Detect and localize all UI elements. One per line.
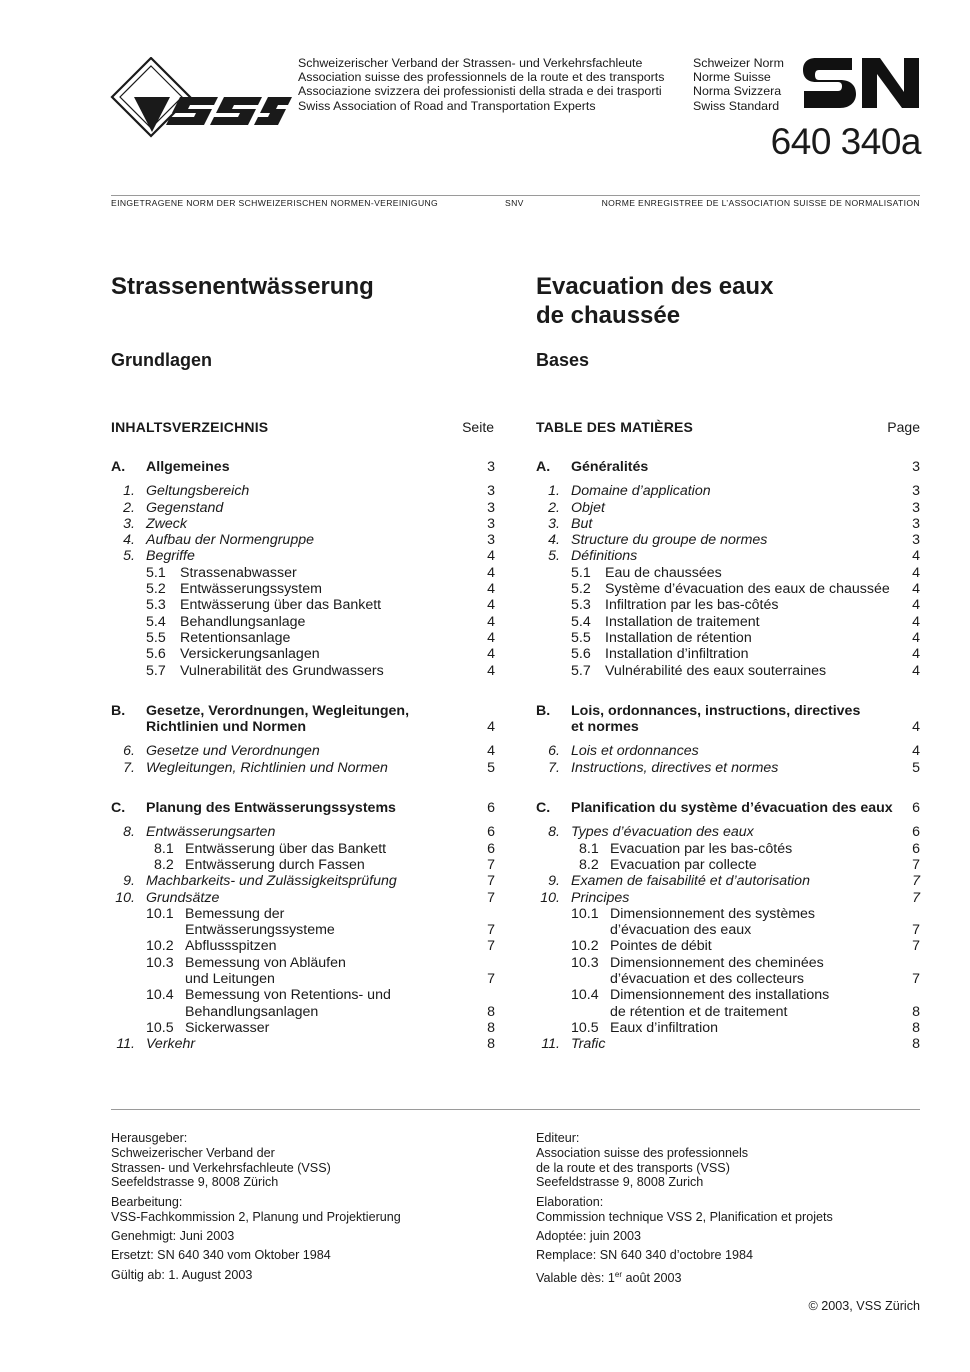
- toc-page-heading-de: Seite: [462, 419, 494, 435]
- toc-subentry[interactable]: 5.7 Vulnerabilität des Grundwassers 4: [146, 662, 495, 679]
- publisher-line: Seefeldstrasse 9, 8008 Zürich: [111, 1175, 279, 1190]
- toc-entry[interactable]: 2. Gegenstand 3: [123, 499, 495, 516]
- title-fr-line2: de chaussée: [536, 302, 681, 329]
- toc-entry[interactable]: 9. Examen de faisabilité et d’autorisation 7: [548, 873, 920, 890]
- toc-subentry[interactable]: 10.2 Abflussspitzen 7: [146, 938, 495, 955]
- toc-entry[interactable]: 8. Types d’évacuation des eaux 6: [548, 824, 920, 841]
- publisher-line: Association suisse des professionnels: [536, 1145, 749, 1160]
- toc-subentry[interactable]: 10.4 Bemessung von Retentions- und Behandlungsanlagen 8: [146, 987, 495, 1020]
- editing-label: Elaboration:: [536, 1194, 604, 1209]
- association-name-it: Associazione svizzera dei professionisti della strada e dei trasporti: [298, 84, 662, 99]
- valid-date: Gültig ab: 1. August 2003: [111, 1267, 253, 1282]
- toc-entry[interactable]: B. Gesetze, Verordnungen, Wegleitungen, Richtlinien und Normen 4: [111, 702, 495, 736]
- toc-subentry[interactable]: 5.6 Installation d’infiltration 4: [571, 646, 920, 663]
- toc-entry[interactable]: 3. But 3: [548, 515, 920, 532]
- editing-label: Bearbeitung:: [111, 1194, 183, 1209]
- toc-entry[interactable]: 5. Définitions 4: [548, 548, 920, 565]
- publisher-line: Schweizerischer Verband der: [111, 1145, 275, 1160]
- registration-snv: SNV: [505, 198, 524, 208]
- toc-entry[interactable]: 2. Objet 3: [548, 499, 920, 516]
- association-name-fr: Association suisse des professionnels de la route et des transports: [298, 70, 665, 85]
- editing-line: VSS-Fachkommission 2, Planung und Projektierung: [111, 1209, 401, 1224]
- toc-entry[interactable]: 8. Entwässerungsarten 6: [123, 824, 495, 841]
- toc-subentry[interactable]: 5.4 Behandlungsanlage 4: [146, 613, 495, 630]
- toc-entry[interactable]: 7. Wegleitungen, Richtlinien und Normen 5: [123, 759, 495, 776]
- toc-entry[interactable]: 5. Begriffe 4: [123, 548, 495, 565]
- publisher-line: de la route et des transports (VSS): [536, 1160, 730, 1175]
- toc-entry[interactable]: A. Généralités 3: [536, 459, 920, 475]
- toc-subentry[interactable]: 5.5 Installation de rétention 4: [571, 629, 920, 646]
- toc-subentry[interactable]: 8.2 Entwässerung durch Fassen 7: [154, 856, 495, 873]
- toc-subentry[interactable]: 8.1 Evacuation par les bas-côtés 6: [579, 840, 920, 857]
- toc-entry[interactable]: 11. Verkehr 8: [116, 1036, 495, 1053]
- toc-entry[interactable]: 7. Instructions, directives et normes 5: [548, 759, 920, 776]
- toc-entry[interactable]: 1. Domaine d’application 3: [548, 483, 920, 500]
- toc-subentry[interactable]: 5.5 Retentionsanlage 4: [146, 629, 495, 646]
- toc-entry[interactable]: 10. Principes 7: [540, 889, 920, 906]
- sn-logo: [802, 56, 920, 110]
- toc-de: [111, 459, 495, 1053]
- toc-entry[interactable]: 9. Machbarkeits- und Zulässigkeitsprüfung 7: [123, 873, 495, 890]
- standard-label-it: Norma Svizzera: [693, 84, 782, 99]
- title-de: Strassenentwässerung: [111, 273, 374, 300]
- replaces-note: Remplace: SN 640 340 d’octobre 1984: [536, 1248, 754, 1263]
- toc-subentry[interactable]: 5.1 Eau de chaussées 4: [571, 564, 920, 581]
- toc-subentry[interactable]: 10.5 Sickerwasser 8: [146, 1019, 495, 1036]
- toc-subentry[interactable]: 5.1 Strassenabwasser 4: [146, 564, 495, 581]
- toc-subentry[interactable]: 5.4 Installation de traitement 4: [571, 613, 920, 630]
- association-name-en: Swiss Association of Road and Transportation Experts: [298, 98, 596, 113]
- replaces-note: Ersetzt: SN 640 340 vom Oktober 1984: [111, 1248, 331, 1263]
- toc-subentry[interactable]: 10.2 Pointes de débit 7: [571, 938, 920, 955]
- toc-entry[interactable]: 1. Geltungsbereich 3: [123, 483, 495, 500]
- vss-logo: [110, 57, 292, 139]
- toc-entry[interactable]: 6. Lois et ordonnances 4: [548, 743, 920, 760]
- publisher-label: Herausgeber:: [111, 1131, 188, 1145]
- toc-subentry[interactable]: 5.7 Vulnérabilité des eaux souterraines 4: [571, 662, 920, 679]
- toc-entry[interactable]: 3. Zweck 3: [123, 515, 495, 532]
- toc-subentry[interactable]: 5.2 Système d’évacuation des eaux de chaussée 4: [571, 581, 920, 598]
- toc-subentry[interactable]: 10.3 Bemessung von Abläufen und Leitungen 7: [146, 954, 495, 988]
- toc-subentry[interactable]: 10.3 Dimensionnement des cheminées d’évacuation et des collecteurs 7: [571, 954, 920, 988]
- standard-labels: [693, 56, 784, 113]
- toc-subentry[interactable]: 5.2 Entwässerungssystem 4: [146, 581, 495, 598]
- toc-subentry[interactable]: 10.1 Bemessung der Entwässerungssysteme 7: [146, 905, 495, 939]
- standard-label-de: Schweizer Norm: [693, 56, 784, 70]
- registration-note-fr: NORME ENREGISTREE DE L’ASSOCIATION SUISSE DE NORMALISATION: [601, 198, 920, 208]
- toc-entry[interactable]: A. Allgemeines 3: [111, 459, 495, 475]
- toc-heading-de: INHALTSVERZEICHNIS: [111, 419, 269, 435]
- editing-line: Commission technique VSS 2, Planification et projets: [536, 1209, 833, 1224]
- toc-subentry[interactable]: 8.2 Evacuation par collecte 7: [579, 856, 920, 873]
- publisher-line: Strassen- und Verkehrsfachleute (VSS): [111, 1160, 331, 1175]
- subtitle-fr: Bases: [536, 350, 590, 370]
- title-fr-line1: Evacuation des eaux: [536, 273, 774, 300]
- toc-entry[interactable]: 10. Grundsätze 7: [115, 889, 495, 906]
- toc-entry[interactable]: C. Planification du système d’évacuation des eaux 6: [536, 800, 920, 817]
- header-divider: [111, 195, 920, 196]
- toc-page-heading-fr: Page: [887, 419, 920, 435]
- footer-divider: [111, 1109, 920, 1110]
- toc-subentry[interactable]: 10.5 Eaux d’infiltration 8: [571, 1019, 920, 1036]
- approved-date: Adoptée: juin 2003: [536, 1228, 642, 1243]
- title-fr: [536, 272, 773, 330]
- publisher-label: Editeur:: [536, 1131, 580, 1145]
- toc-subentry[interactable]: 5.3 Infiltration par les bas-côtés 4: [571, 597, 920, 614]
- toc-entry[interactable]: B. Lois, ordonnances, instructions, directives et normes 4: [536, 702, 920, 736]
- subtitle-de: Grundlagen: [111, 350, 213, 370]
- registration-note-de: EINGETRAGENE NORM DER SCHWEIZERISCHEN NORMEN-VEREINIGUNG: [111, 198, 439, 208]
- imprint-de: [111, 1131, 511, 1287]
- association-names: [298, 56, 664, 113]
- toc-subentry[interactable]: 10.1 Dimensionnement des systèmes d’évacuation des eaux 7: [571, 905, 920, 939]
- toc-fr: [536, 459, 920, 1053]
- toc-subentry[interactable]: 5.3 Entwässerung über das Bankett 4: [146, 597, 495, 614]
- toc-subentry[interactable]: 5.6 Versickerungsanlagen 4: [146, 646, 495, 663]
- toc-heading-fr: TABLE DES MATIÈRES: [536, 419, 694, 435]
- copyright: © 2003, VSS Zürich: [808, 1299, 920, 1313]
- imprint-fr: [536, 1131, 936, 1290]
- approved-date: Genehmigt: Juni 2003: [111, 1228, 235, 1243]
- standard-label-fr: Norme Suisse: [693, 70, 771, 85]
- toc-entry[interactable]: 6. Gesetze und Verordnungen 4: [123, 743, 495, 760]
- toc-subentry[interactable]: 10.4 Dimensionnement des installations de rétention et de traitement 8: [571, 987, 920, 1020]
- toc-entry[interactable]: 4. Aufbau der Normengruppe 3: [123, 532, 495, 549]
- toc-subentry[interactable]: 8.1 Entwässerung über das Bankett 6: [154, 840, 495, 857]
- standard-number: 640 340a: [770, 121, 921, 162]
- valid-date: Valable dès: 1er août 2003: [536, 1269, 682, 1285]
- publisher-line: Seefeldstrasse 9, 8008 Zurich: [536, 1175, 704, 1190]
- standard-label-en: Swiss Standard: [693, 98, 780, 113]
- toc-entry[interactable]: 11. Trafic 8: [541, 1036, 920, 1053]
- toc-entry[interactable]: C. Planung des Entwässerungssystems 6: [111, 800, 495, 817]
- toc-entry[interactable]: 4. Structure du groupe de normes 3: [548, 532, 920, 549]
- association-name-de: Schweizerischer Verband der Strassen- und Verkehrsfachleute: [298, 56, 643, 70]
